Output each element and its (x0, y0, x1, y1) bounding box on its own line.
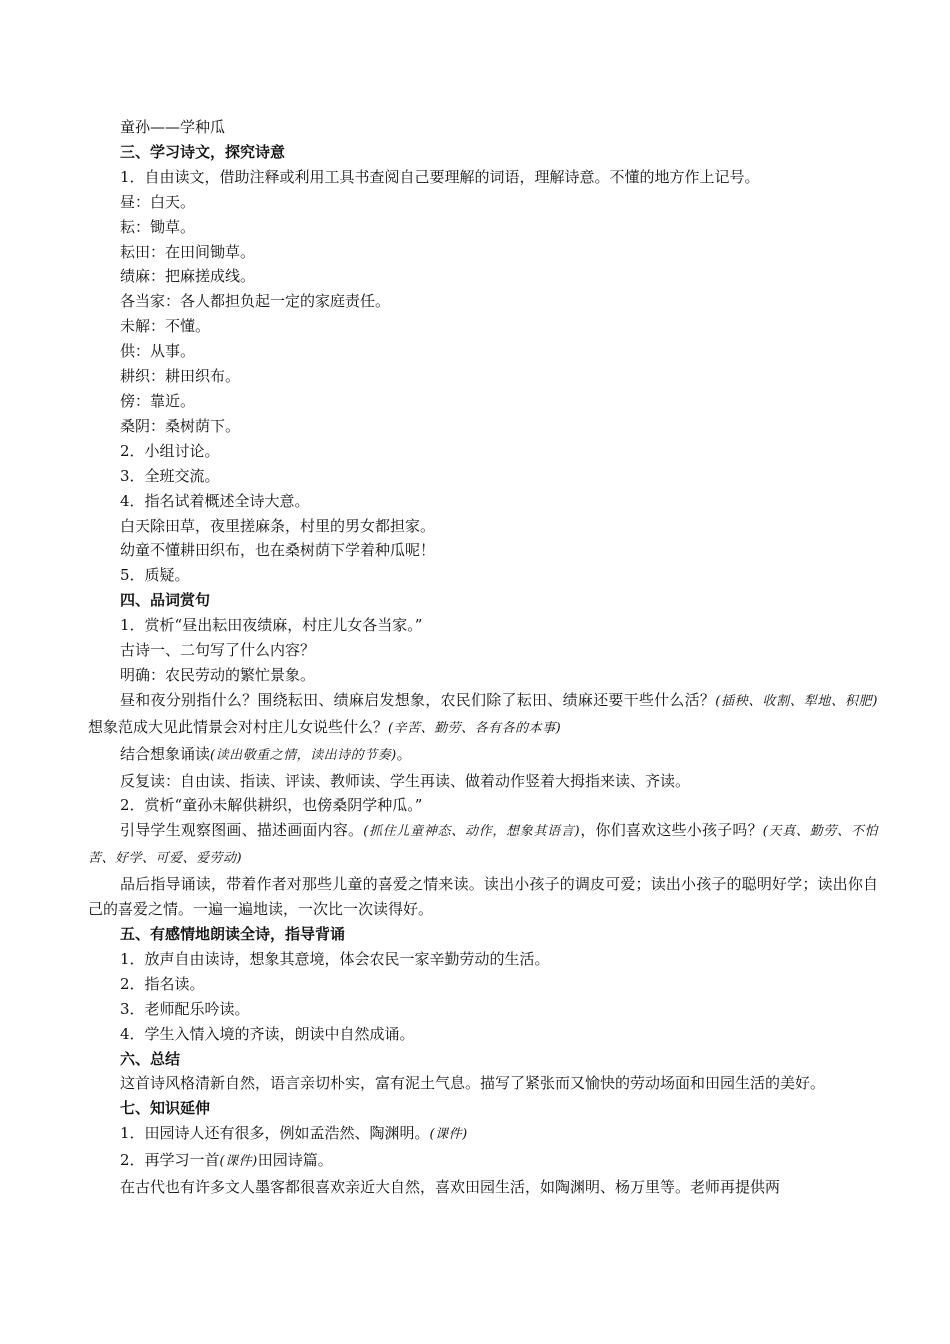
text-line: 供：从事。 (120, 342, 196, 361)
text-line: 1．自由读文，借助注释或利用工具书查阅自己要理解的词语，理解诗意。不懂的地方作上记号。 (120, 167, 760, 186)
text-run: 1．田园诗人还有很多，例如孟浩然、陶渊明。 (120, 1124, 430, 1143)
annotation: (读出敬重之情，读出诗的节奏) (210, 747, 397, 763)
text-line: 反复读：自由读、指读、评读、教师读、学生再读、做着动作竖着大拇指来读、齐读。 (120, 771, 691, 790)
text-line: 各当家：各人都担负起一定的家庭责任。 (120, 292, 391, 311)
text-line: 1．放声自由读诗，想象其意境，体会农民一家辛勤劳动的生活。 (120, 949, 550, 968)
text-line: 4．指名试着概述全诗大意。 (120, 491, 310, 510)
text-run: 田园诗篇。 (257, 1151, 333, 1170)
text-run: 。 (396, 744, 412, 763)
paragraph (88, 818, 878, 872)
section-heading: 六、总结 (120, 1049, 181, 1068)
text-line: 耕织：耕田织布。 (120, 367, 241, 386)
section-heading: 七、知识延伸 (120, 1099, 211, 1118)
text-line: 1．赏析“昼出耘田夜绩麻，村庄儿女各当家。” (120, 616, 423, 635)
text-line: 耘：锄草。 (120, 217, 196, 236)
text-run: 结合想象诵读 (120, 744, 211, 763)
document-body (88, 115, 878, 1200)
text-run: 想象范成大见此情景会对村庄儿女说些什么？ (88, 717, 389, 736)
paragraph (88, 742, 878, 769)
paragraph (88, 688, 878, 742)
paragraph: 在古代也有许多文人墨客都很喜欢亲近大自然，喜欢田园生活，如陶渊明、杨万里等。老师再提供两 (120, 1178, 781, 1197)
section-heading: 四、品词赏句 (120, 591, 211, 610)
text-line: 明确：农民劳动的繁忙景象。 (120, 665, 316, 684)
text-line: 耘田：在田间锄草。 (120, 242, 256, 261)
paragraph: 品后指导诵读，带着作者对那些儿童的喜爱之情来读。读出小孩子的调皮可爱；读出小孩子的聪明好学；读出你自己的喜爱之情。一遍一遍地读，一次比一次读得好。 (88, 875, 878, 919)
section-heading: 三、学习诗文，探究诗意 (120, 142, 286, 161)
text-line: 古诗一、二句写了什么内容？ (120, 641, 316, 660)
text-line: 白天除田草，夜里搓麻条，村里的男女都担家。 (120, 516, 436, 535)
annotation: (课件) (219, 1154, 258, 1170)
paragraph (88, 1148, 878, 1175)
paragraph: 这首诗风格清新自然，语言亲切朴实，富有泥土气息。描写了紧张而又愉快的劳动场面和田园生活的美好。 (120, 1074, 826, 1093)
text-line: 昼：白天。 (120, 192, 196, 211)
annotation: (课件) (429, 1127, 468, 1143)
text-line: 桑阴：桑树荫下。 (120, 416, 241, 435)
text-line: 3．老师配乐吟读。 (120, 999, 250, 1018)
annotation: (抓住儿童神态、动作，想象其语言) (363, 824, 581, 840)
section-heading: 五、有感情地朗读全诗，指导背诵 (120, 925, 346, 943)
text-line: 5．质疑。 (120, 566, 190, 585)
text-run: ，你们喜欢这些小孩子吗？ (580, 821, 763, 840)
text-run: 2．再学习一首 (120, 1151, 220, 1170)
text-line: 傍：靠近。 (120, 391, 196, 410)
text-run: 昼和夜分别指什么？围绕耘田、绩麻启发想象，农民们除了耘田、绩麻还要干些什么活？ (120, 690, 716, 709)
text-line: 幼童不懂耕田织布，也在桑树荫下学着种瓜呢！ (120, 541, 436, 560)
text-line: 2．小组讨论。 (120, 441, 220, 460)
text-line: 绩麻：把麻搓成线。 (120, 267, 256, 286)
annotation: (天真、勤劳、不怕苦、好学、可爱、爱劳动) (88, 824, 878, 867)
annotation: (辛苦、勤劳、各有各的本事) (388, 720, 562, 736)
text-line: 3．全班交流。 (120, 466, 220, 485)
paragraph (88, 1121, 878, 1148)
text-line: 2．指名读。 (120, 974, 205, 993)
annotation: (插秧、收割、犁地、积肥) (715, 693, 878, 709)
text-run: 引导学生观察图画、描述画面内容。 (120, 821, 364, 840)
text-line: 4．学生入情入境的齐读，朗读中自然成诵。 (120, 1024, 415, 1043)
text-line: 童孙——学种瓜 (120, 118, 226, 136)
text-line: 2．赏析“童孙未解供耕织，也傍桑阴学种瓜。” (120, 796, 423, 815)
text-line: 未解：不懂。 (120, 317, 211, 336)
